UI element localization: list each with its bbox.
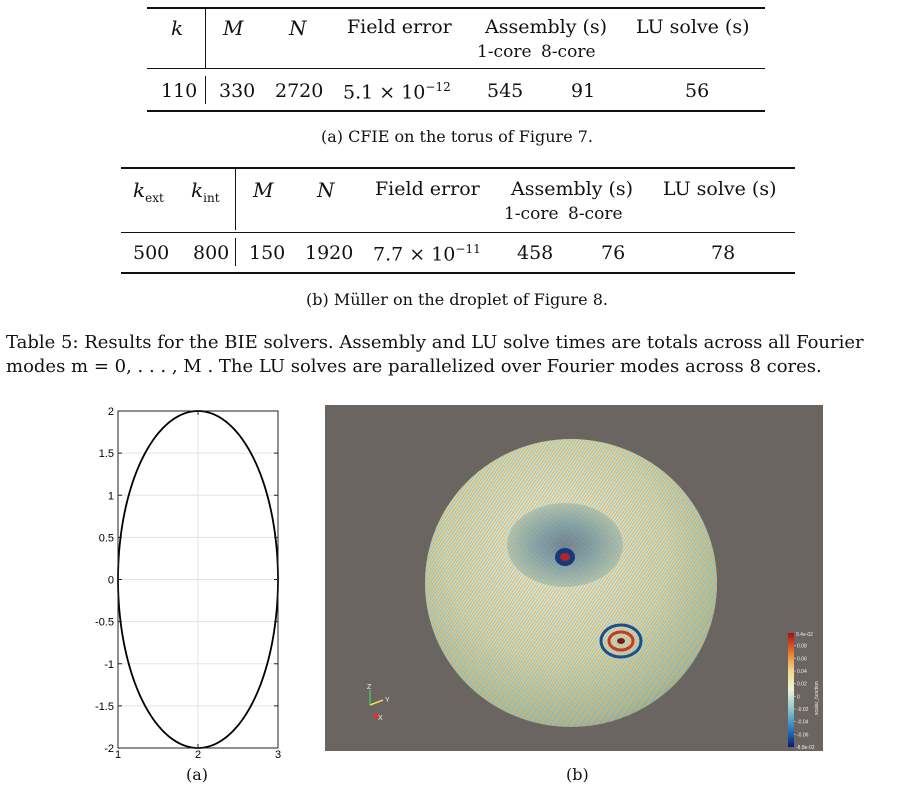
header-N: N bbox=[317, 178, 335, 202]
colorbar-min-label: -8.8e-02 bbox=[796, 745, 815, 751]
cell-field-error bbox=[373, 242, 481, 265]
cell-lu-solve: 78 bbox=[711, 242, 736, 264]
table-5-caption-line-1: Table 5: Results for the BIE solvers. Assembly and LU solve times are totals across all Fourier bbox=[6, 332, 864, 353]
cell-assembly-1core: 545 bbox=[487, 80, 524, 102]
y-tick-label: 1 bbox=[107, 490, 114, 503]
table-a-mid-rule bbox=[147, 68, 765, 69]
header-N: N bbox=[289, 16, 307, 40]
header-1-core: 1-core bbox=[477, 42, 532, 62]
x-tick-label: 3 bbox=[274, 749, 282, 761]
field-error-exponent: −11 bbox=[455, 242, 481, 256]
figure-a-label: (a) bbox=[186, 765, 209, 784]
y-tick-label: -1.5 bbox=[95, 700, 114, 713]
cell-N: 1920 bbox=[305, 242, 354, 264]
cell-k-ext: 500 bbox=[133, 242, 170, 264]
cell-k: 110 bbox=[161, 80, 198, 102]
table-b-row-vrule bbox=[235, 238, 236, 266]
header-M: M bbox=[253, 178, 274, 202]
figure-b-label: (b) bbox=[566, 765, 589, 784]
y-tick-label: -2 bbox=[104, 743, 114, 755]
header-k-ext: $k_{ext}$ bbox=[133, 178, 164, 205]
cell-N: 2720 bbox=[275, 80, 324, 102]
colorbar-gradient bbox=[788, 633, 794, 747]
surface-hotspot-core bbox=[617, 638, 625, 644]
header-assembly: Assembly (s) bbox=[485, 16, 608, 38]
torus-render bbox=[325, 405, 823, 751]
table-b-bottom-rule bbox=[121, 272, 795, 274]
x-tick-label: 1 bbox=[114, 749, 122, 761]
cell-M: 150 bbox=[249, 242, 286, 264]
header-assembly: Assembly (s) bbox=[511, 178, 634, 200]
y-tick-label: -1 bbox=[104, 658, 114, 671]
colorbar-tick-label: -0.02 bbox=[797, 707, 809, 713]
colorbar-tick-label: 0 bbox=[797, 694, 800, 701]
hole-hotspot-core bbox=[560, 553, 570, 561]
header-lu-solve: LU solve (s) bbox=[636, 16, 750, 38]
table-a bbox=[147, 0, 767, 120]
colorbar-tick-label: 0.08 bbox=[797, 643, 807, 650]
field-error-mantissa: 7.7 × 10 bbox=[373, 243, 456, 266]
cell-k-int: 800 bbox=[193, 242, 230, 264]
y-tick-label: 1.5 bbox=[98, 448, 114, 461]
table-a-row-vrule bbox=[205, 76, 206, 104]
y-tick-label: 0.5 bbox=[98, 532, 114, 545]
ellipse-plot bbox=[78, 405, 300, 765]
colorbar-tick-label: -0.04 bbox=[797, 719, 809, 726]
colorbar-tick-label: 0.04 bbox=[797, 669, 807, 675]
header-lu-solve: LU solve (s) bbox=[663, 178, 777, 200]
cell-assembly-8core: 76 bbox=[601, 242, 626, 264]
header-8-core: 8-core bbox=[541, 42, 596, 62]
table-a-vertical-rule bbox=[205, 8, 206, 68]
table-b-top-rule bbox=[121, 167, 795, 169]
z-axis-label: Z bbox=[367, 684, 372, 691]
y-axis-label: Y bbox=[385, 697, 390, 704]
header-M: M bbox=[223, 16, 244, 40]
cell-assembly-1core: 458 bbox=[517, 242, 554, 264]
x-axis-label: X bbox=[378, 715, 383, 722]
header-field-error: Field error bbox=[375, 178, 480, 200]
table-5-caption bbox=[6, 331, 911, 379]
table-b-vertical-rule bbox=[235, 168, 236, 230]
colorbar-tick-label: -0.06 bbox=[797, 732, 809, 739]
table-b-caption: (b) Müller on the droplet of Figure 8. bbox=[306, 290, 608, 309]
torus-inner-hole bbox=[507, 503, 623, 587]
cell-field-error bbox=[343, 80, 451, 103]
figure-b bbox=[325, 405, 823, 751]
field-error-exponent: −12 bbox=[425, 80, 451, 94]
x-tick-label: 2 bbox=[194, 749, 202, 761]
header-k: k bbox=[171, 16, 184, 40]
figure-a bbox=[78, 405, 300, 765]
header-k-int: $k_{int}$ bbox=[191, 178, 220, 205]
y-tick-label: 0 bbox=[107, 574, 114, 587]
y-tick-label: -0.5 bbox=[95, 616, 114, 629]
table-a-top-rule bbox=[147, 7, 765, 9]
colorbar-tick-label: 0.06 bbox=[797, 656, 807, 663]
table-a-caption: (a) CFIE on the torus of Figure 7. bbox=[320, 127, 594, 146]
header-1-core: 1-core bbox=[504, 204, 559, 224]
header-field-error: Field error bbox=[347, 16, 452, 38]
cell-lu-solve: 56 bbox=[685, 80, 710, 102]
colorbar-max-label: 9.4e-02 bbox=[796, 632, 813, 638]
table-a-bottom-rule bbox=[147, 110, 765, 112]
y-tick-label: 2 bbox=[107, 406, 114, 418]
field-error-mantissa: 5.1 × 10 bbox=[343, 81, 426, 104]
table-b bbox=[121, 160, 801, 280]
table-b-mid-rule bbox=[121, 232, 795, 233]
cell-assembly-8core: 91 bbox=[571, 80, 596, 102]
table-5-caption-line-2: modes m = 0, . . . , M . The LU solves are parallelized over Fourier modes across 8 cores. bbox=[6, 356, 822, 377]
cell-M: 330 bbox=[219, 80, 256, 102]
header-8-core: 8-core bbox=[568, 204, 623, 224]
colorbar-tick-label: 0.02 bbox=[797, 681, 807, 688]
colorbar-title: scalar_function bbox=[814, 681, 820, 715]
